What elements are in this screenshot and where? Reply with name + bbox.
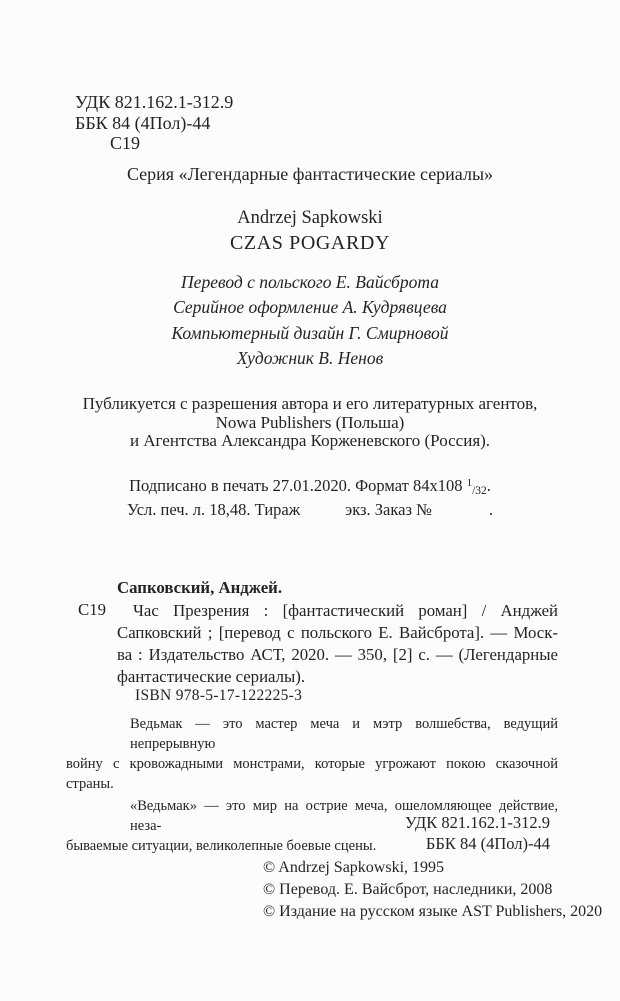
catalog-author-sign-code: С19 (78, 600, 106, 619)
credits-block (0, 270, 620, 372)
annotation-line: «Ведьмак» — это мир на острие меча, ошеломляющее действие, неза- (130, 798, 558, 834)
catalog-entry-line: Час Презрения : [фантастический роман] / Анджей (133, 601, 558, 620)
copyright-line-translation: © Перевод. Е. Вайсброт, наследники, 2008 (263, 881, 553, 898)
author-sign-code: С19 (110, 133, 141, 153)
annotation-line: бываемые ситуации, великолепные боевые сцены. (66, 838, 377, 854)
permission-block (0, 395, 620, 451)
credit-computer-design: Компьютерный дизайн Г. Смирновой (171, 322, 449, 343)
credit-series-design: Серийное оформление А. Кудрявцева (173, 297, 447, 318)
format-fraction-denominator: /32 (472, 485, 487, 497)
print-line1-period: . (486, 476, 491, 495)
catalog-entry-line: ва : Издательство АСТ, 2020. — 350, [2] с. — (Легендарные (117, 645, 558, 664)
copyright-line-author: © Andrzej Sapkowski, 1995 (263, 859, 445, 876)
permission-line: Nowa Publishers (Польша) (215, 412, 405, 432)
copyright-block (263, 857, 602, 923)
print-info-line1 (0, 475, 620, 501)
print-line2-period: . (488, 499, 493, 519)
author-name-latin: Andrzej Sapkowski (237, 208, 383, 228)
print-order-label: экз. Заказ № (345, 499, 432, 519)
catalog-author-header: Сапковский, Анджей. (117, 578, 283, 597)
bbk-code: ББК 84 (4Пол)-44 (75, 112, 211, 133)
copyright-line-edition: © Издание на русском языке AST Publishers, 2020 (263, 903, 603, 920)
annotation-line: Ведьмак — это мастер меча и мэтр волшебства, ведущий непрерывную (130, 716, 558, 752)
permission-line: и Агентства Александра Корженевского (Россия). (129, 431, 491, 451)
print-info-line2 (0, 501, 620, 519)
print-date-format: Подписано в печать 27.01.2020. Формат 84х108 (129, 476, 467, 495)
udk-code-bottom: УДК 821.162.1-312.9 (404, 813, 550, 832)
catalog-entry-line: фантастические сериалы). (117, 667, 306, 686)
annotation-paragraph-1 (66, 714, 558, 794)
permission-line: Публикуется с разрешения автора и его литературных агентов, (82, 394, 538, 413)
catalog-entry (117, 600, 558, 688)
bbk-code-bottom: ББК 84 (4Пол)-44 (425, 833, 550, 853)
original-title: CZAS POGARDY (229, 232, 390, 254)
annotation-line: войну с кровожадными монстрами, которые угрожают покою сказочной (66, 756, 558, 772)
series-line: Серия «Легендарные фантастические сериалы» (126, 164, 494, 184)
print-sheets-label: Усл. печ. л. 18,48. Тираж (127, 499, 301, 519)
annotation-line: страны. (66, 776, 114, 792)
print-info-block (0, 475, 620, 519)
udk-code: УДК 821.162.1-312.9 (75, 92, 234, 112)
classification-codes-bottom (405, 813, 550, 854)
isbn-line: ISBN 978-5-17-122225-3 (135, 687, 303, 704)
classification-codes-top (75, 92, 233, 154)
format-fraction-numerator: 1 (466, 477, 473, 489)
catalog-entry-line: Сапковский ; [перевод с польского Е. Вайсброта]. — Моск- (117, 623, 558, 642)
credit-artist: Художник В. Ненов (236, 348, 384, 369)
credit-translator: Перевод с польского Е. Вайсброта (181, 272, 439, 292)
